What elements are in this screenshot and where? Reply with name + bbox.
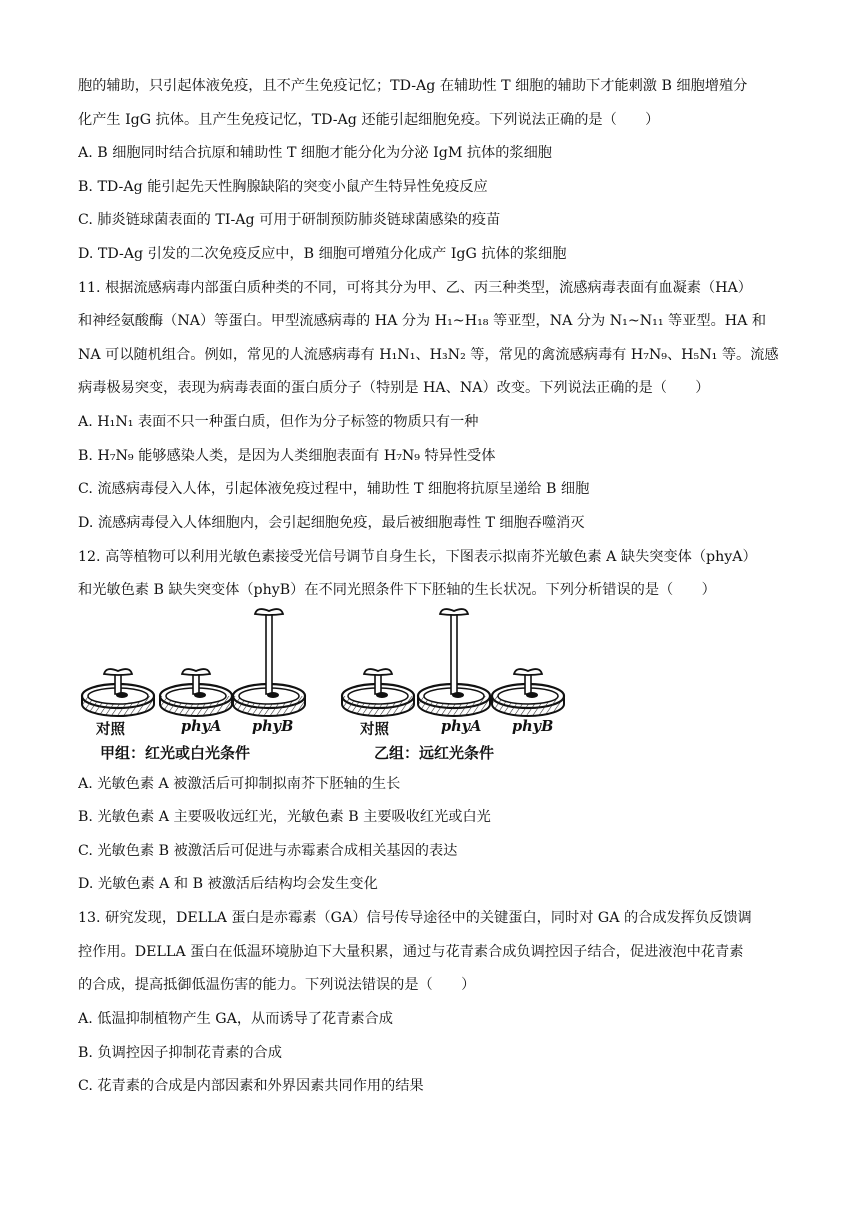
option-b: B. TD-Ag 能引起先天性胸腺缺陷的突变小鼠产生特异性免疫反应 (78, 179, 488, 195)
dish-control-1 (82, 669, 154, 716)
option-a: A. 低温抑制植物产生 GA，从而诱导了花青素合成 (78, 1011, 393, 1027)
label-phya-1: phyA (181, 718, 222, 735)
dish-phya-2 (418, 609, 490, 716)
option-b: B. H₇N₉ 能够感染人类，是因为人类细胞表面有 H₇N₉ 特异性受体 (78, 448, 496, 464)
caption-group2: 乙组：远红光条件 (374, 744, 495, 762)
label-control-1: 对照 (96, 722, 125, 738)
label-control-2: 对照 (360, 722, 389, 738)
dish-phya-1 (160, 669, 232, 716)
question-11: 11. 根据流感病毒内部蛋白质种类的不同，可将其分为甲、乙、丙三种类型，流感病毒表面有血凝素（HA） (78, 280, 752, 296)
option-b: B. 负调控因子抑制花青素的合成 (78, 1045, 282, 1061)
question-12: 12. 高等植物可以利用光敏色素接受光信号调节自身生长，下图表示拟南芥光敏色素 A 缺失突变体（phyA） (78, 549, 757, 565)
option-c: C. 花青素的合成是内部因素和外界因素共同作用的结果 (78, 1078, 424, 1094)
text-line: NA 可以随机组合。例如，常见的人流感病毒有 H₁N₁、H₃N₂ 等，常见的禽流感病毒有 H₇N₉、H₅N₁ 等。流感 (78, 347, 779, 363)
option-c: C. 光敏色素 B 被激活后可促进与赤霉素合成相关基因的表达 (78, 843, 458, 859)
text-line: 控作用。DELLA 蛋白在低温环境胁迫下大量积累，通过与花青素合成负调控因子结合，促进液泡中花青素 (78, 944, 744, 960)
dish-phyb-2 (492, 669, 564, 716)
question-13: 13. 研究发现，DELLA 蛋白是赤霉素（GA）信号传导途径中的关键蛋白，同时对 GA 的合成发挥负反馈调 (78, 910, 752, 926)
label-phya-2: phyA (441, 718, 482, 735)
text-line: 病毒极易突变，表现为病毒表面的蛋白质分子（特别是 HA、NA）改变。下列说法正确的是（ ） (78, 380, 710, 396)
label-phyb-1: phyB (252, 718, 294, 735)
text-line: 和神经氨酸酶（NA）等蛋白。甲型流感病毒的 HA 分为 H₁~H₁₈ 等亚型，NA 分为 N₁~N₁₁ 等亚型。HA 和 (78, 313, 767, 329)
caption-group1: 甲组：红光或白光条件 (100, 744, 251, 762)
option-c: C. 肺炎链球菌表面的 TI-Ag 可用于研制预防肺炎链球菌感染的疫苗 (78, 212, 501, 228)
text-line: 的合成，提高抵御低温伤害的能力。下列说法错误的是（ ） (78, 977, 476, 993)
option-a: A. H₁N₁ 表面不只一种蛋白质，但作为分子标签的物质只有一种 (78, 414, 479, 430)
dish-phyb-1 (233, 609, 305, 716)
text-line: 化产生 IgG 抗体。且产生免疫记忆，TD-Ag 还能引起细胞免疫。下列说法正确的是（ ） (78, 112, 660, 128)
option-b: B. 光敏色素 A 主要吸收远红光，光敏色素 B 主要吸收红光或白光 (78, 809, 491, 825)
hypocotyl-figure (78, 606, 568, 766)
option-d: D. 流感病毒侵入人体细胞内，会引起细胞免疫，最后被细胞毒性 T 细胞吞噬消灭 (78, 515, 585, 531)
label-phyb-2: phyB (512, 718, 554, 735)
option-d: D. 光敏色素 A 和 B 被激活后结构均会发生变化 (78, 876, 378, 892)
dish-control-2 (342, 669, 414, 716)
option-a: A. B 细胞同时结合抗原和辅助性 T 细胞才能分化为分泌 IgM 抗体的浆细胞 (78, 145, 552, 161)
option-a: A. 光敏色素 A 被激活后可抑制拟南芥下胚轴的生长 (78, 776, 401, 792)
text-line: 胞的辅助，只引起体液免疫，且不产生免疫记忆；TD-Ag 在辅助性 T 细胞的辅助下才能刺激 B 细胞增殖分 (78, 78, 748, 94)
option-d: D. TD-Ag 引发的二次免疫反应中，B 细胞可增殖分化成产 IgG 抗体的浆细胞 (78, 246, 567, 262)
text-line: 和光敏色素 B 缺失突变体（phyB）在不同光照条件下下胚轴的生长状况。下列分析错误的是（ ） (78, 582, 716, 598)
option-c: C. 流感病毒侵入人体，引起体液免疫过程中，辅助性 T 细胞将抗原呈递给 B 细胞 (78, 481, 590, 497)
